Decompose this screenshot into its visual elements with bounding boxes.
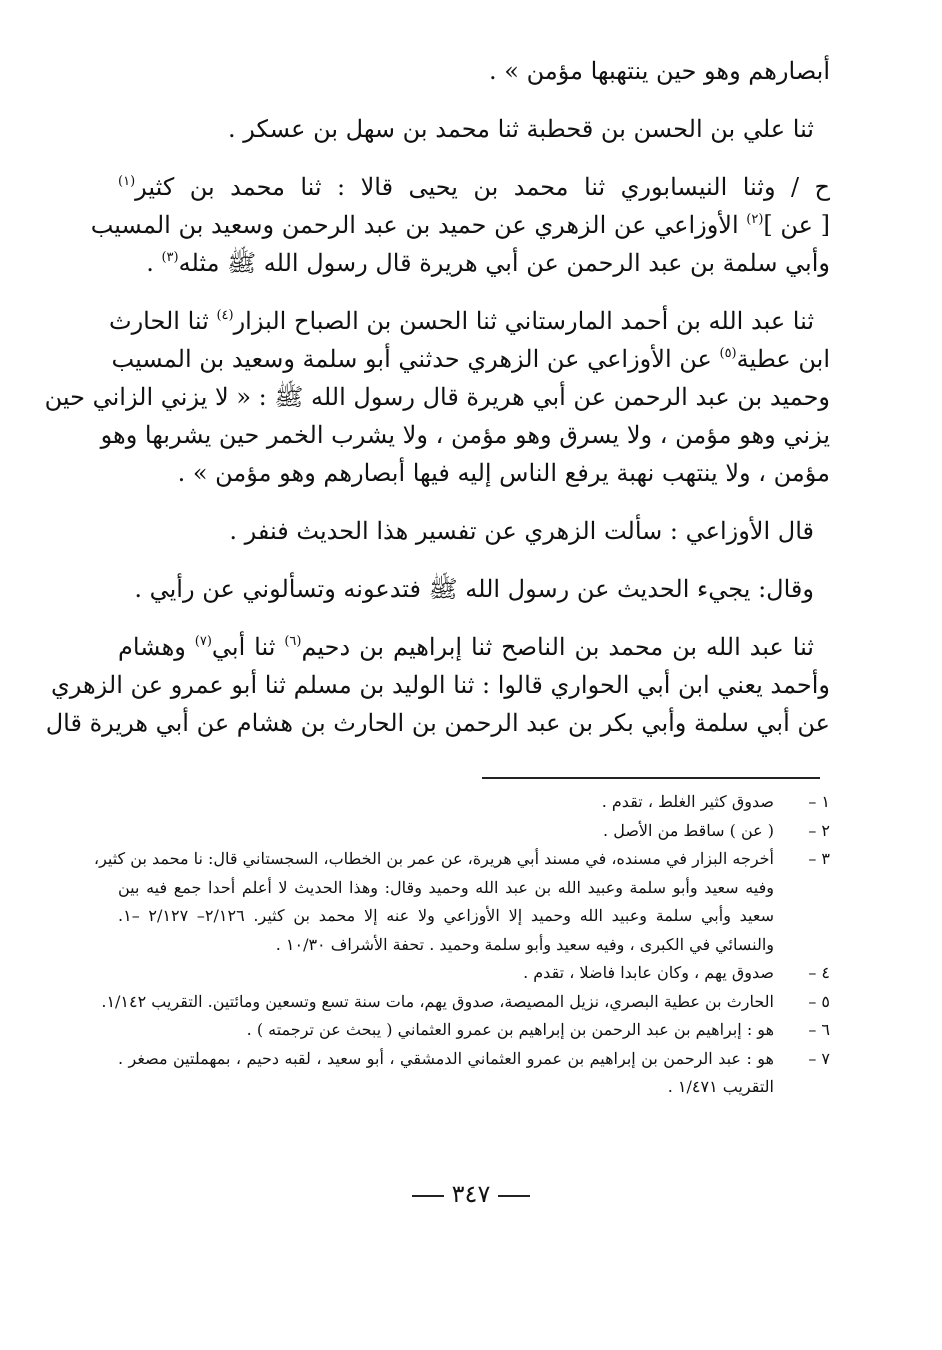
line-text: ابن عطية [736, 345, 830, 373]
line-text: قال الأوزاعي : سألت الزهري عن تفسير هذا الحديث فنفر . [229, 517, 814, 545]
line-text: وحميد بن عبد الرحمن عن أبي هريرة قال رسول الله ﷺ : « لا يزني الزاني حين [44, 383, 830, 411]
text-line [44, 378, 830, 416]
footnote-number: ٦ – [808, 1020, 830, 1039]
footnote-6 [118, 1016, 830, 1045]
footnote-ref[interactable]: (٤) [216, 308, 234, 323]
footnote-number: ٥ – [808, 991, 830, 1011]
text-line [50, 666, 830, 704]
footnote-separator [482, 777, 820, 779]
text-line [118, 570, 830, 608]
line-text: عن الأوزاعي عن الزهري حدثني أبو سلمة وسعيد بن المسيب [111, 345, 720, 373]
footnote-ref[interactable]: (٧) [194, 634, 212, 649]
line-text: ثنا أبي [211, 633, 285, 661]
text-line [111, 340, 830, 378]
footnote-text: صدوق يهم ، وكان عابدا فاضلا ، تقدم . [523, 963, 774, 982]
text-line [45, 704, 830, 742]
line-text: أبصارهم وهو حين ينتهبها مؤمن » . [489, 57, 830, 85]
footnote-text: هو : إبراهيم بن عبد الرحمن بن إبراهيم بن عمرو العثماني ( يبحث عن ترجمته ) . [246, 1020, 774, 1039]
footnote-4 [118, 959, 830, 988]
line-text: عن أبي سلمة وأبي بكر بن عبد الرحمن بن الحارث بن هشام عن أبي هريرة قال [45, 709, 830, 737]
footnote-text: التقريب ١/٤٧١ . [667, 1077, 774, 1096]
line-text: . [146, 249, 162, 277]
line-text: ح / وثنا النيسابوري ثنا محمد بن يحيى قالا : ثنا محمد بن كثير [135, 173, 830, 201]
footnote-number: ٣ – [808, 849, 830, 868]
line-text: يزني وهو مؤمن ، ولا يسرق وهو مؤمن ، ولا يشرب الخمر حين يشربها وهو [100, 421, 830, 449]
text-line [118, 52, 830, 90]
footnote-1 [118, 788, 830, 817]
footnote-3 [93, 845, 830, 959]
line-text: ثنا عبد الله بن محمد بن الناصح ثنا إبراهيم بن دحيم [301, 633, 814, 661]
line-text: [ عن ] [763, 211, 830, 239]
text-line [90, 206, 830, 244]
footnote-text: ( عن ) ساقط من الأصل . [603, 820, 774, 840]
footnote-2 [118, 817, 830, 846]
footnote-text: صدوق كثير الغلط ، تقدم . [601, 792, 774, 811]
line-text: مؤمن ، ولا ينتهب نهبة يرفع الناس إليه فيها أبصارهم وهو مؤمن » . [177, 459, 830, 487]
line-text: وأحمد يعني ابن أبي الحواري قالوا : ثنا الوليد بن مسلم ثنا أبو عمرو عن الزهري [50, 671, 830, 699]
footnote-text: هو : عبد الرحمن بن إبراهيم بن عمرو العثماني الدمشقي ، أبو سعيد ، لقبه دحيم ، بمهملتين مصغر . [118, 1048, 774, 1068]
footnotes [93, 788, 830, 1102]
line-text: ثنا علي بن الحسن بن قحطبة ثنا محمد بن سهل بن عسكر . [227, 115, 814, 143]
text-line [118, 110, 830, 148]
footnote-ref[interactable]: (١) [118, 174, 136, 189]
footnote-number: ٧ – [808, 1048, 830, 1068]
footnote-ref[interactable]: (٣) [161, 250, 179, 265]
footnote-number: ٤ – [808, 963, 830, 982]
page-number-text: ٣٤٧ [451, 1180, 491, 1208]
line-text: ثنا عبد الله بن أحمد المارستاني ثنا الحسن بن الصباح البزار [233, 307, 814, 335]
footnote-5 [101, 988, 830, 1017]
footnote-ref[interactable]: (٢) [746, 212, 764, 227]
text-line [118, 168, 830, 206]
page-number-dash [498, 1195, 530, 1197]
page-number [0, 1180, 942, 1208]
line-text: وهشام [118, 633, 195, 661]
text-line [118, 244, 830, 282]
footnote-text: الحارث بن عطية البصري، نزيل المصيصة، صدوق يهم، مات سنة تسع وتسعين ومائتين. التقريب ١/١٤٢. [101, 991, 774, 1011]
line-text: الأوزاعي عن الزهري عن حميد بن عبد الرحمن وسعيد بن المسيب [90, 211, 747, 239]
footnote-ref[interactable]: (٦) [284, 634, 302, 649]
footnote-7 [118, 1045, 830, 1102]
text-line [118, 512, 830, 550]
text-line [118, 628, 830, 666]
main-text [44, 52, 830, 742]
text-line [100, 416, 830, 454]
footnote-ref[interactable]: (٥) [719, 346, 737, 361]
footnote-number: ٢ – [808, 820, 830, 840]
footnote-text: والنسائي في الكبرى ، وفيه سعيد وأبو سلمة وحميد . تحفة الأشراف ١٠/٣٠ . [275, 934, 774, 954]
text-line [118, 454, 830, 492]
line-text: وقال: يجيء الحديث عن رسول الله ﷺ فتدعونه وتسألوني عن رأيي . [134, 575, 814, 603]
footnote-text: سعيد وأبي سلمة وعبيد الله وحميد إلا الأوزاعي ولا عنه إلا محمد بن كثير. ٢/١٢٦– ٢/١٢٧ –١. [118, 906, 774, 925]
line-text: ثنا الحارث [108, 307, 217, 335]
text-line [108, 302, 830, 340]
line-text: وأبي سلمة بن عبد الرحمن عن أبي هريرة قال رسول الله ﷺ مثله [178, 249, 830, 277]
footnote-number: ١ – [808, 792, 830, 811]
page-number-dash [412, 1195, 444, 1197]
footnote-text: أخرجه البزار في مسنده، في مسند أبي هريرة، عن عمر بن الخطاب، السجستاني قال: نا محمد بن كثير، [93, 849, 774, 868]
footnote-text: وفيه سعيد وأبو سلمة وعبيد الله بن عبد الله وحميد وقال: وهذا الحديث لا أعلم أحدا جمع فيه بين [118, 877, 774, 897]
